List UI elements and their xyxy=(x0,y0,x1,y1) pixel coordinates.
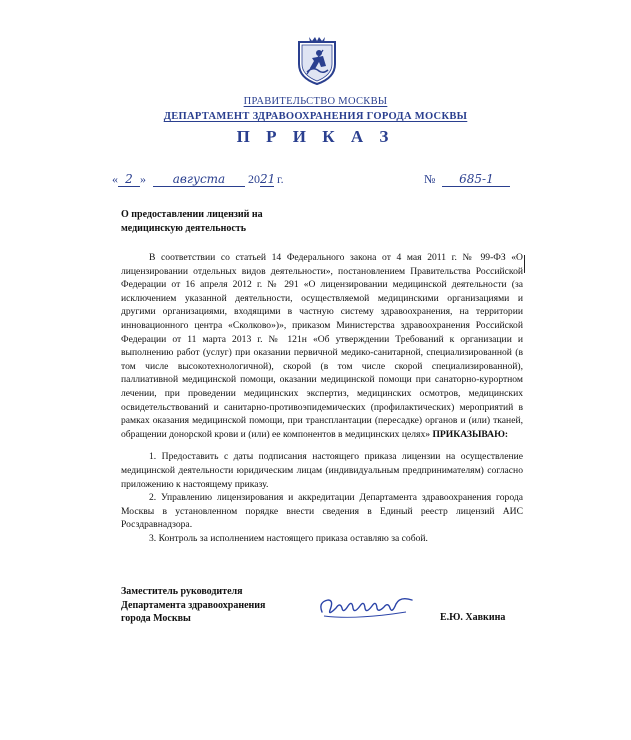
order-number-line xyxy=(424,172,510,187)
preamble-paragraph xyxy=(121,251,523,441)
margin-line xyxy=(524,255,525,273)
date-year-prefix: 20 xyxy=(248,172,260,186)
date-open-quote: « xyxy=(112,172,118,186)
signer-name: Е.Ю. Хавкина xyxy=(440,612,506,623)
document-type-title: П Р И К А З xyxy=(236,127,395,146)
order-item-1: 1. Предоставить с даты подписания настоящего приказа лицензии на осуществление медицинской деятельности юридическим лицам (индивидуальным предпринимателям) согласно приложению к настоящему приказу. xyxy=(121,451,523,490)
order-item-3: 3. Контроль за исполнением настоящего приказа оставляю за собой. xyxy=(149,532,428,544)
order-number: 685-1 xyxy=(442,172,510,187)
government-title: ПРАВИТЕЛЬСТВО МОСКВЫ xyxy=(243,96,388,107)
order-number-label: № xyxy=(424,172,436,186)
date-month: августа xyxy=(153,172,245,187)
date-close-quote: » xyxy=(140,172,146,186)
preamble-text: В соответствии со статьей 14 Федерального закона от 4 мая 2011 г. № 99-ФЗ «О лицензировании отдельных видов деятельности», постановлением Правительства Российской Федерации от 16 апреля 2012 г. № 291 «О лицензировании медицинской деятельности (за исключением указанной деятельности, осуществляемой медицинскими организациями и другими организациями, входящими в частную систему здравоохранения, на территории инновационного центра «Сколково»)», приказом Министерства здравоохранения Российской Федерации от 11 марта 2013 г. № 121н «Об утверждении Требований к организации и выполнению работ (услуг) при оказании первичной медико-санитарной, специализированной (в том числе высокотехнологичной), скорой (в том числе скорой специализированной), паллиативной медицинской помощи, оказании медицинской помощи при санаторно-курортном лечении, при проведении медицинских экспертиз, медицинских осмотров, медицинских освидетельствований и санитарно-противоэпидемических (профилактических) мероприятий в рамках оказания медицинской помощи, при трансплантации (пересадке) органов и (или) тканей, обращении донорской крови и (или) ее компонентов в медицинских целях» xyxy=(121,252,523,440)
order-item-2: 2. Управлению лицензирования и аккредитации Департамента здравоохранения города Москвы в установленном порядке внести сведения в Единый реестр лицензий АИС Росздравнадзора. xyxy=(121,492,523,531)
date-line xyxy=(112,172,284,187)
handwritten-signature xyxy=(316,590,426,622)
date-year-suffix: 21 xyxy=(260,172,276,186)
order-word: ПРИКАЗЫВАЮ: xyxy=(432,428,509,440)
document-body xyxy=(121,251,523,545)
position-line-3: города Москвы xyxy=(121,613,191,624)
moscow-coat-of-arms-emblem xyxy=(295,36,339,86)
date-year-unit: г. xyxy=(277,172,284,186)
document-subject: О предоставлении лицензий на медицинскую деятельность xyxy=(121,209,263,234)
date-day: 2 xyxy=(118,172,140,187)
position-line-1: Заместитель руководителя xyxy=(121,586,243,597)
position-line-2: Департамента здравоохранения xyxy=(121,599,266,611)
department-title: ДЕПАРТАМЕНТ ЗДРАВООХРАНЕНИЯ ГОРОДА МОСКВЫ xyxy=(163,111,468,122)
signatory-position xyxy=(121,585,311,626)
